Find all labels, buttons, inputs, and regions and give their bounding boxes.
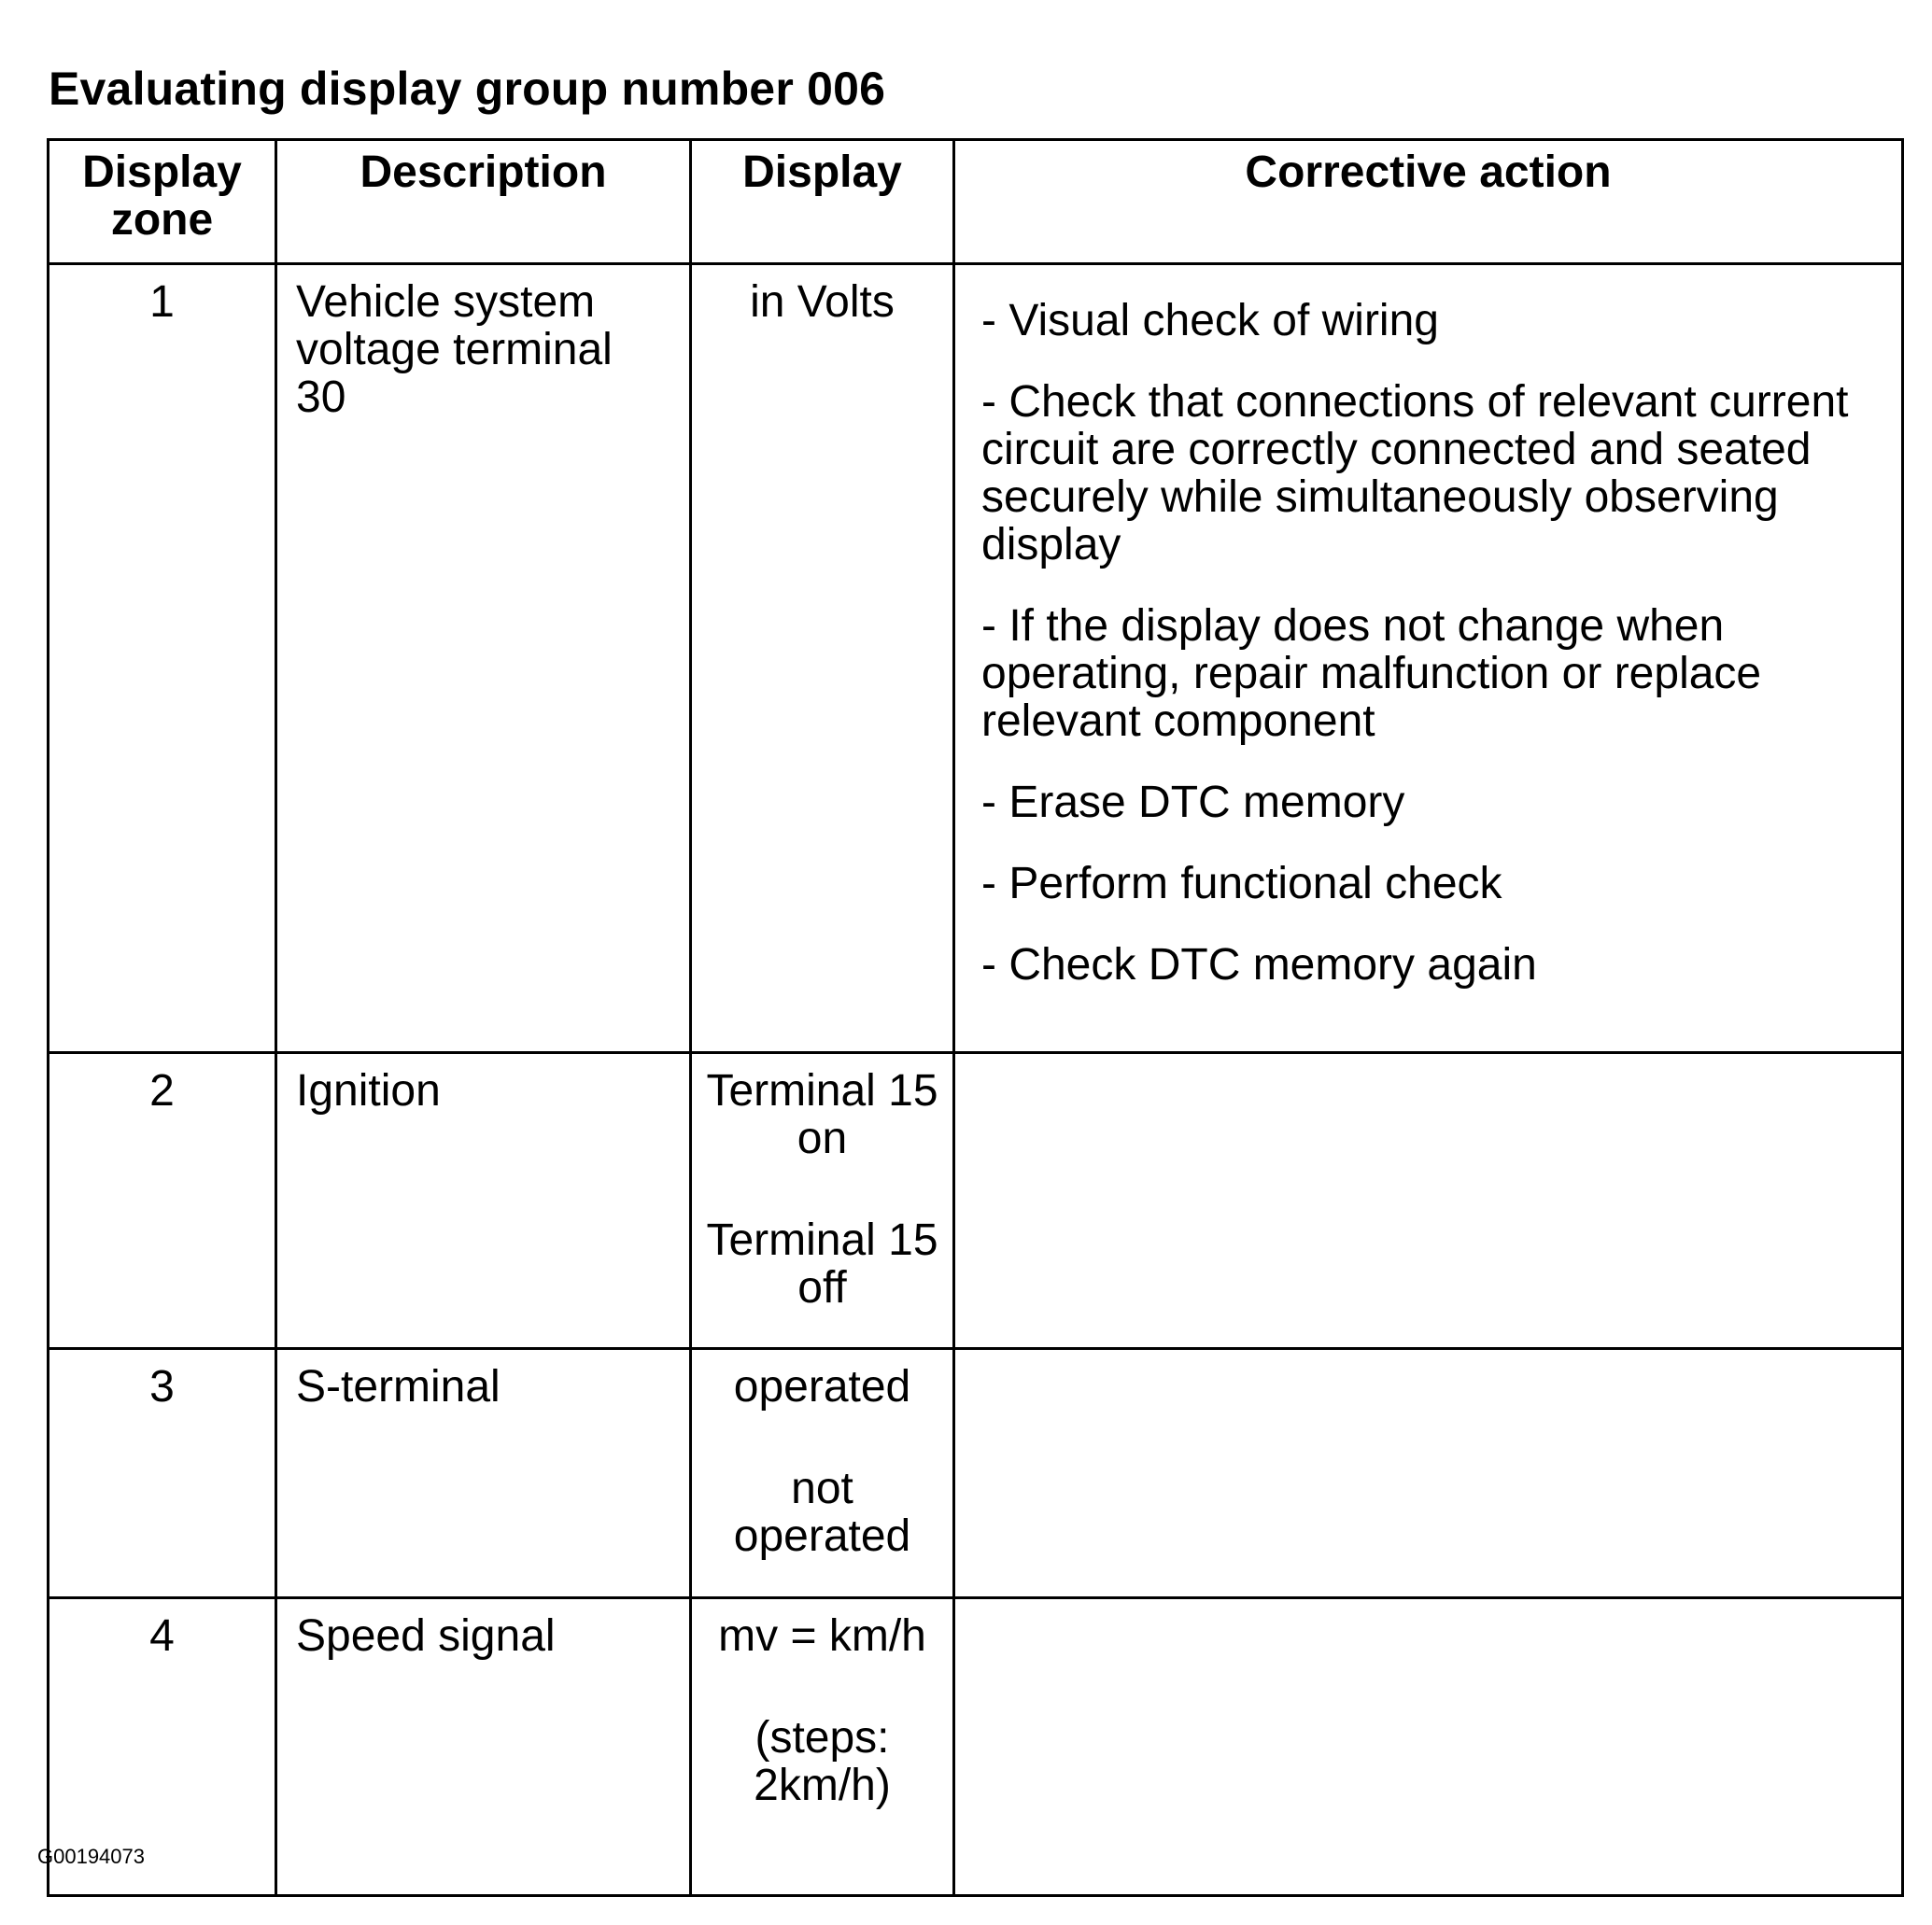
- display-value: (steps: 2km/h): [754, 1713, 891, 1810]
- corrective-action-cell: [954, 1598, 1903, 1896]
- header-display: Display: [691, 140, 954, 264]
- corrective-action-cell: [954, 1349, 1903, 1598]
- zone-cell: 4: [49, 1598, 276, 1896]
- table-row: [49, 264, 1903, 1053]
- evaluation-table: [47, 138, 1904, 1897]
- display-cell: [691, 1598, 954, 1896]
- display-cell: [691, 1053, 954, 1349]
- description-cell: Vehicle system voltage terminal 30: [276, 264, 691, 1053]
- display-value: Terminal 15 on: [706, 1066, 938, 1163]
- display-value: mv = km/h: [718, 1611, 926, 1661]
- corrective-action-cell: [954, 264, 1903, 1053]
- zone-cell: 3: [49, 1349, 276, 1598]
- figure-id: G00194073: [37, 1845, 145, 1868]
- table-header-row: [49, 140, 1903, 264]
- action-item: - Visual check of wiring: [981, 296, 1439, 345]
- display-cell: [691, 264, 954, 1053]
- action-item: - If the display does not change when operating, repair malfunction or replace relevant component: [981, 601, 1762, 746]
- page-title: Evaluating display group number 006: [49, 63, 886, 115]
- table-row: [49, 1349, 1903, 1598]
- display-value: in Volts: [750, 277, 895, 327]
- action-item: - Erase DTC memory: [981, 778, 1405, 827]
- header-description: Description: [276, 140, 691, 264]
- action-item: - Perform functional check: [981, 859, 1502, 908]
- display-cell: [691, 1349, 954, 1598]
- action-item: - Check DTC memory again: [981, 940, 1537, 990]
- display-value: operated: [733, 1362, 911, 1412]
- description-cell: S-terminal: [276, 1349, 691, 1598]
- zone-cell: 2: [49, 1053, 276, 1349]
- description-cell: Ignition: [276, 1053, 691, 1349]
- table-row: [49, 1053, 1903, 1349]
- header-corrective-action: Corrective action: [954, 140, 1903, 264]
- corrective-action-cell: [954, 1053, 1903, 1349]
- zone-cell: 1: [49, 264, 276, 1053]
- header-display-zone: Display zone: [49, 140, 276, 264]
- description-cell: Speed signal: [276, 1598, 691, 1896]
- table-row: [49, 1598, 1903, 1896]
- action-item: - Check that connections of relevant current circuit are correctly connected and seated securely while simultaneously observing display: [981, 377, 1849, 569]
- display-value: Terminal 15 off: [706, 1215, 938, 1313]
- display-value: not operated: [733, 1464, 911, 1561]
